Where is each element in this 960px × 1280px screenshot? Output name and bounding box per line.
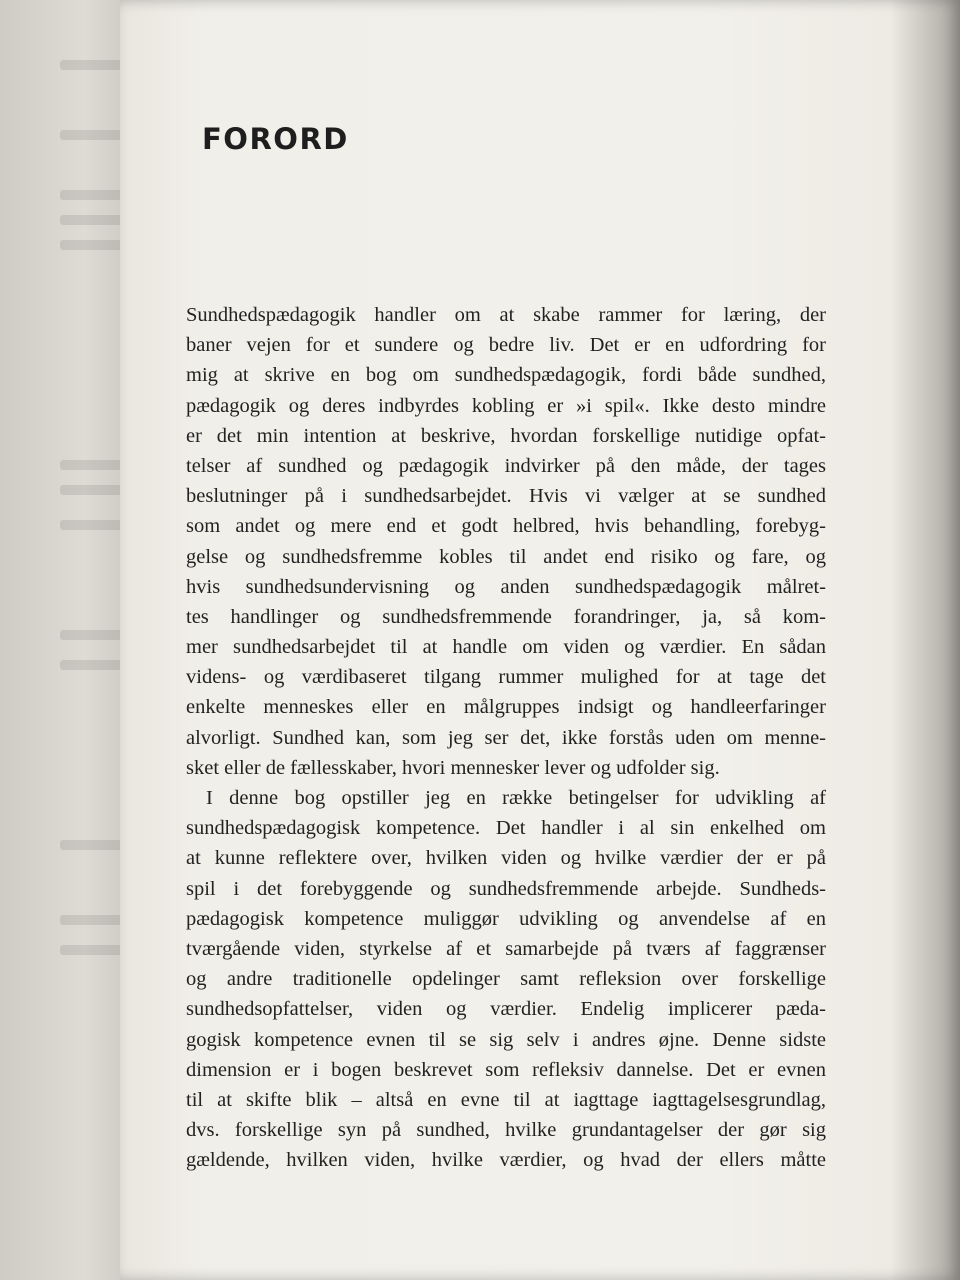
text-line: til at skifte blik – altså en evne til at iagttage iagttagelsesgrundlag,	[186, 1088, 826, 1111]
text-line: sket eller de fællesskaber, hvori mennesker lever og udfolder sig.	[186, 756, 720, 779]
text-line: pædagogik og deres indbyrdes kobling er »i spil«. Ikke desto mindre	[186, 394, 826, 417]
text-line: gogisk kompetence evnen til se sig selv i andres øjne. Denne sidste	[186, 1028, 826, 1051]
text-line: Sundhedspædagogik handler om at skabe rammer for læring, der	[186, 304, 826, 326]
text-line: I denne bog opstiller jeg en række betingelser for udvikling af	[206, 787, 826, 809]
text-line: at kunne reflektere over, hvilken viden og hvilke værdier der er på	[186, 847, 826, 870]
text-line: gelse og sundhedsfremme kobles til andet end risiko og fare, og	[186, 545, 826, 568]
left-page	[0, 0, 140, 1280]
text-line: dimension er i bogen beskrevet som refleksiv dannelse. Det er evnen	[186, 1058, 826, 1081]
text-line: hvis sundhedsundervisning og anden sundhedspædagogik målret-	[186, 575, 826, 598]
text-line: mig at skrive en bog om sundhedspædagogik, fordi både sundhed,	[186, 364, 826, 387]
page-edge-shadow	[890, 0, 960, 1280]
text-line: sundhedsopfattelser, viden og værdier. Endelig implicerer pæda-	[186, 998, 826, 1021]
text-line: telser af sundhed og pædagogik indvirker på den måde, der tages	[186, 454, 826, 477]
text-line: sundhedspædagogisk kompetence. Det handler i al sin enkelhed om	[186, 817, 826, 840]
text-line: som andet og mere end et godt helbred, hvis behandling, forebyg-	[186, 515, 826, 538]
text-line: spil i det forebyggende og sundhedsfremmende arbejde. Sundheds-	[186, 877, 826, 900]
text-line: og andre traditionelle opdelinger samt refleksion over forskellige	[186, 968, 826, 991]
text-line: dvs. forskellige syn på sundhed, hvilke grundantagelser der gør sig	[186, 1119, 826, 1142]
text-line: beslutninger på i sundhedsarbejdet. Hvis vi vælger at se sundhed	[186, 485, 826, 508]
text-line: pædagogisk kompetence muliggør udvikling og anvendelse af en	[186, 907, 826, 930]
text-line: tes handlinger og sundhedsfremmende forandringer, ja, så kom-	[186, 605, 826, 628]
text-line: tværgående viden, styrkelse af et samarbejde på tværs af faggrænser	[186, 937, 826, 960]
text-line: er det min intention at beskrive, hvordan forskellige nutidige opfat-	[186, 424, 826, 447]
text-line: gældende, hvilken viden, hvilke værdier, og hvad der ellers måtte	[186, 1149, 826, 1172]
body-text	[186, 300, 826, 1175]
text-line: alvorligt. Sundhed kan, som jeg ser det, ikke forstås uden om menne-	[186, 726, 826, 749]
text-line: mer sundhedsarbejdet til at handle om viden og værdier. En sådan	[186, 636, 826, 659]
page-heading: FORORD	[202, 122, 349, 156]
text-line: enkelte menneskes eller en målgruppes indsigt og handleerfaringer	[186, 696, 826, 719]
text-line: baner vejen for et sundere og bedre liv. Det er en udfordring for	[186, 334, 826, 357]
text-line: videns- og værdibaseret tilgang rummer mulighed for at tage det	[186, 666, 826, 689]
